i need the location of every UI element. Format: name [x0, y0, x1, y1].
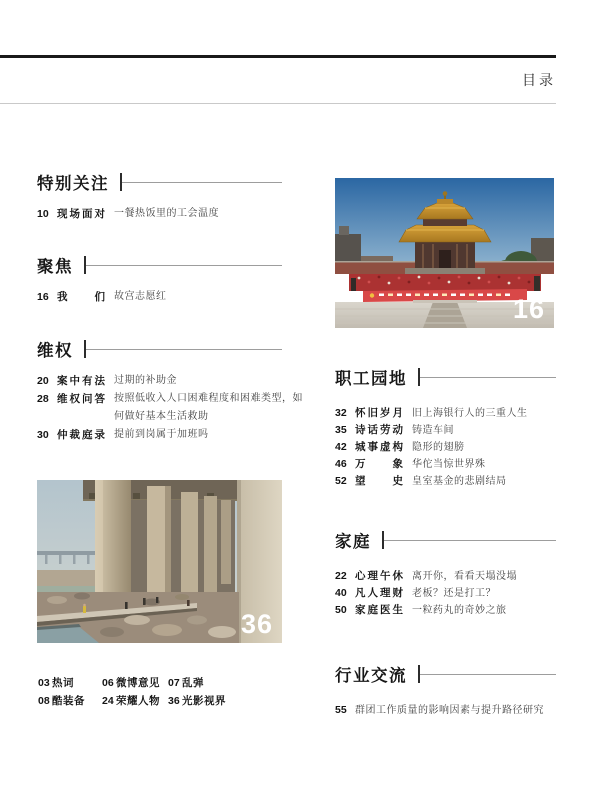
quick-list [38, 676, 273, 708]
entry-page-number: 55 [335, 704, 347, 716]
entry-title: 隐形的翅膀 [412, 442, 465, 453]
entry-title: 皇室基金的悲剧结局 [412, 476, 507, 487]
section-focus [37, 253, 282, 306]
entry-column-name: 现场面对 [57, 208, 105, 220]
entry-page-number: 52 [335, 475, 347, 487]
section-header [37, 337, 282, 361]
photo-bridge-pillars [37, 480, 282, 643]
entry-title: 一餐热饭里的工会温度 [114, 208, 219, 219]
toc-entry [335, 702, 556, 719]
top-rule-thin [0, 103, 556, 104]
entry-page-number: 24 [102, 695, 114, 707]
quick-list-item [38, 694, 102, 708]
entry-label: 微博意见 [116, 677, 160, 689]
entry-page-number: 35 [335, 424, 347, 436]
section-workers-garden [335, 365, 556, 490]
toc-entry [335, 602, 556, 619]
entry-title: 群团工作质量的影响因素与提升路径研究 [355, 705, 544, 716]
section-title: 行业交流 [335, 667, 407, 685]
section-divider [382, 531, 556, 549]
section-header [37, 253, 282, 277]
quick-list-item [102, 694, 168, 708]
toc-entry [335, 422, 556, 439]
entry-column-name: 维权问答 [57, 393, 105, 405]
entry-column-name: 案中有法 [57, 375, 105, 387]
entry-page-number: 16 [37, 291, 49, 303]
entry-title: 按照低收入人口困难程度和困难类型，如何做好基本生活救助 [114, 393, 303, 422]
toc-entry [335, 439, 556, 456]
entry-page-number: 08 [38, 695, 50, 707]
section-rights [37, 337, 303, 444]
section-special-focus [37, 170, 282, 223]
entry-page-number: 36 [168, 695, 180, 707]
section-title: 家庭 [335, 533, 371, 551]
section-divider [84, 256, 282, 274]
entry-title: 老板？还是打工？ [412, 588, 496, 599]
entry-page-number: 10 [37, 208, 49, 220]
entry-column-name: 家庭医生 [355, 604, 403, 616]
entry-title: 一粒药丸的奇妙之旅 [412, 605, 507, 616]
photo-page-number: 36 [240, 609, 273, 639]
entry-page-number: 30 [37, 429, 49, 441]
photo-palace-group [335, 178, 554, 328]
toc-entry [37, 426, 282, 444]
entry-column-name: 诗话劳动 [355, 424, 403, 436]
section-title: 聚焦 [37, 258, 73, 276]
section-title: 维权 [37, 342, 73, 360]
toc-entry [335, 585, 556, 602]
section-header [37, 170, 282, 194]
quick-list-item [168, 694, 273, 708]
section-header [335, 365, 556, 389]
section-header [335, 528, 556, 552]
section-divider [120, 173, 282, 191]
section-divider [418, 665, 556, 683]
entry-column-name: 仲裁庭录 [57, 429, 105, 441]
entry-title: 铸造车间 [412, 425, 454, 436]
entry-label: 热词 [52, 677, 74, 689]
top-rule-thick [0, 55, 556, 58]
entry-page-number: 20 [37, 375, 49, 387]
entry-column-name: 怀旧岁月 [355, 407, 403, 419]
toc-entry [37, 372, 282, 390]
entry-page-number: 50 [335, 604, 347, 616]
photo-page-number: 16 [512, 294, 545, 324]
entry-page-number: 28 [37, 393, 49, 405]
entry-column-name: 城事虚构 [355, 441, 403, 453]
entry-label: 光影视界 [182, 695, 226, 707]
entry-column-name: 凡人理财 [355, 587, 403, 599]
entry-page-number: 46 [335, 458, 347, 470]
toc-entry [335, 473, 556, 490]
section-family [335, 528, 556, 619]
toc-entry [335, 568, 556, 585]
toc-entry [335, 456, 556, 473]
entry-column-name: 望史 [355, 475, 403, 487]
entry-page-number: 32 [335, 407, 347, 419]
section-divider [418, 368, 556, 386]
entry-page-number: 40 [335, 587, 347, 599]
quick-list-item [38, 676, 102, 690]
entry-title: 华佗当惊世界殊 [412, 459, 486, 470]
entry-title: 旧上海银行人的三重人生 [412, 408, 528, 419]
toc-entry [37, 390, 303, 426]
entry-page-number: 07 [168, 677, 180, 689]
quick-list-item [168, 676, 273, 690]
entry-label: 荣耀人物 [116, 695, 160, 707]
entry-column-name: 万象 [355, 458, 403, 470]
entry-label: 乱弹 [182, 677, 204, 689]
entry-title: 故宫志愿红 [114, 291, 167, 302]
page-title: 目录 [522, 72, 556, 88]
toc-entry [37, 288, 282, 306]
section-title: 特别关注 [37, 175, 109, 193]
entry-label: 酷装备 [52, 695, 85, 707]
section-divider [84, 340, 282, 358]
entry-title: 离开你，看看天塌没塌 [412, 571, 517, 582]
entry-column-name: 心理午休 [355, 570, 403, 582]
entry-page-number: 42 [335, 441, 347, 453]
entry-page-number: 06 [102, 677, 114, 689]
entry-column-name: 我们 [57, 291, 105, 303]
rubble-ground [37, 592, 239, 643]
entry-page-number: 03 [38, 677, 50, 689]
entry-page-number: 22 [335, 570, 347, 582]
section-header [335, 662, 556, 686]
section-title: 职工园地 [335, 370, 407, 388]
entry-title: 过期的补助金 [114, 375, 177, 386]
section-industry-exchange [335, 662, 556, 719]
toc-entry [335, 405, 556, 422]
crowd-in-red [349, 274, 541, 291]
entry-title: 提前到岗属于加班吗 [114, 429, 209, 440]
toc-entry [37, 205, 282, 223]
quick-list-item [102, 676, 168, 690]
